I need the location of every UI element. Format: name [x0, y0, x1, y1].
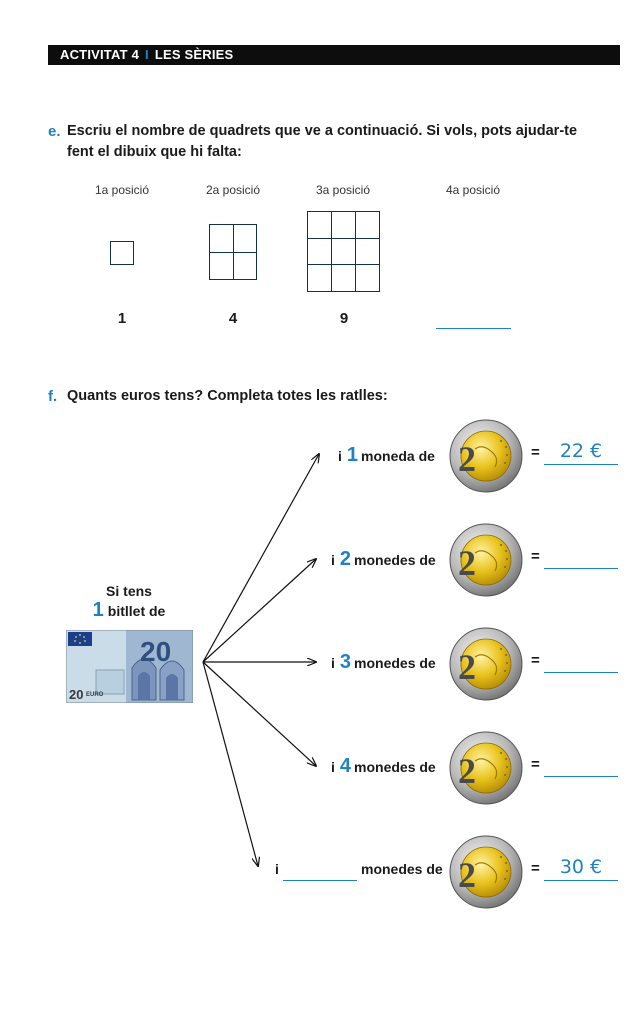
twenty-euro-bill-icon	[66, 630, 193, 703]
row-3-label: monedes de	[354, 655, 436, 671]
row-5-number-input[interactable]	[283, 880, 357, 881]
row-1-label: moneda de	[361, 448, 435, 464]
row-2-number: 2	[339, 548, 352, 570]
row-4-equals: =	[531, 756, 540, 773]
row-5-label-wrap	[361, 861, 443, 877]
row-1-answer: 22 €	[559, 440, 603, 462]
bill-value-mark: 20	[140, 636, 172, 667]
arrow-to-row-4	[203, 662, 316, 766]
two-euro-coin-icon	[449, 731, 523, 805]
question-f-letter: f.	[48, 388, 58, 405]
row-2-label: monedes de	[354, 552, 436, 568]
row-3-answer-input[interactable]	[544, 672, 618, 673]
header-separator: I	[145, 47, 149, 62]
row-3-prefix: i	[331, 655, 335, 671]
activity-number: ACTIVITAT 4	[60, 47, 139, 62]
arrow-to-row-1	[203, 454, 319, 662]
row-2-equals: =	[531, 548, 540, 565]
if-you-have-text	[74, 582, 184, 621]
row-4-prefix: i	[331, 759, 335, 775]
row-4-label: monedes de	[354, 759, 436, 775]
two-euro-coin-icon	[449, 627, 523, 701]
if-you-have-label: Si tens	[106, 583, 152, 599]
row-5-answer-input[interactable]	[544, 880, 618, 881]
position-1-label: 1a posició	[94, 183, 150, 197]
row-3-number: 3	[339, 651, 352, 673]
row-1-equals: =	[531, 444, 540, 461]
coin-value: 2	[458, 439, 476, 479]
position-4-label: 4a posició	[445, 183, 501, 197]
position-2-label: 2a posició	[205, 183, 261, 197]
row-5-prefix: i	[275, 861, 279, 877]
two-euro-coin-icon	[449, 419, 523, 493]
row-1-prefix: i	[338, 448, 342, 464]
two-euro-coin-icon	[449, 835, 523, 909]
bill-label: bitllet de	[107, 603, 166, 619]
row-5-answer: 30 €	[559, 856, 603, 878]
question-e-line2: fent el dibuix que hi falta:	[67, 144, 242, 160]
arrow-to-row-2	[203, 559, 316, 662]
row-2-answer-input[interactable]	[544, 568, 618, 569]
row-1-number: 1	[346, 444, 359, 466]
coin-value: 2	[458, 543, 476, 583]
coin-value: 2	[458, 647, 476, 687]
row-4-text	[331, 755, 436, 778]
question-e-line1: Escriu el nombre de quadrets que ve a continuació. Si vols, pots ajudar-te	[67, 123, 578, 139]
arrow-to-row-5	[203, 662, 258, 866]
row-5-text	[275, 861, 279, 877]
row-4-number: 4	[339, 755, 352, 777]
row-3-text	[331, 651, 436, 674]
row-5-equals: =	[531, 860, 540, 877]
row-3-equals: =	[531, 652, 540, 669]
two-euro-coin-icon	[449, 523, 523, 597]
row-2-prefix: i	[331, 552, 335, 568]
count-position-2: 4	[228, 310, 238, 327]
question-e-letter: e.	[48, 123, 61, 140]
row-5-label: monedes de	[361, 861, 443, 877]
section-title: LES SÈRIES	[154, 47, 234, 62]
row-1-text	[338, 444, 435, 467]
bill-value-small: 20	[69, 687, 84, 702]
row-2-text	[331, 548, 436, 571]
count-position-3: 9	[339, 310, 349, 327]
row-1-answer-input[interactable]	[544, 464, 618, 465]
count-position-1: 1	[117, 310, 127, 327]
coin-value: 2	[458, 855, 476, 895]
bill-currency: EURO	[86, 692, 104, 698]
bill-count: 1	[92, 599, 104, 621]
position-3-label: 3a posició	[315, 183, 371, 197]
row-4-answer-input[interactable]	[544, 776, 618, 777]
coin-value: 2	[458, 751, 476, 791]
question-f-text: Quants euros tens? Completa totes les ratlles:	[67, 388, 388, 404]
